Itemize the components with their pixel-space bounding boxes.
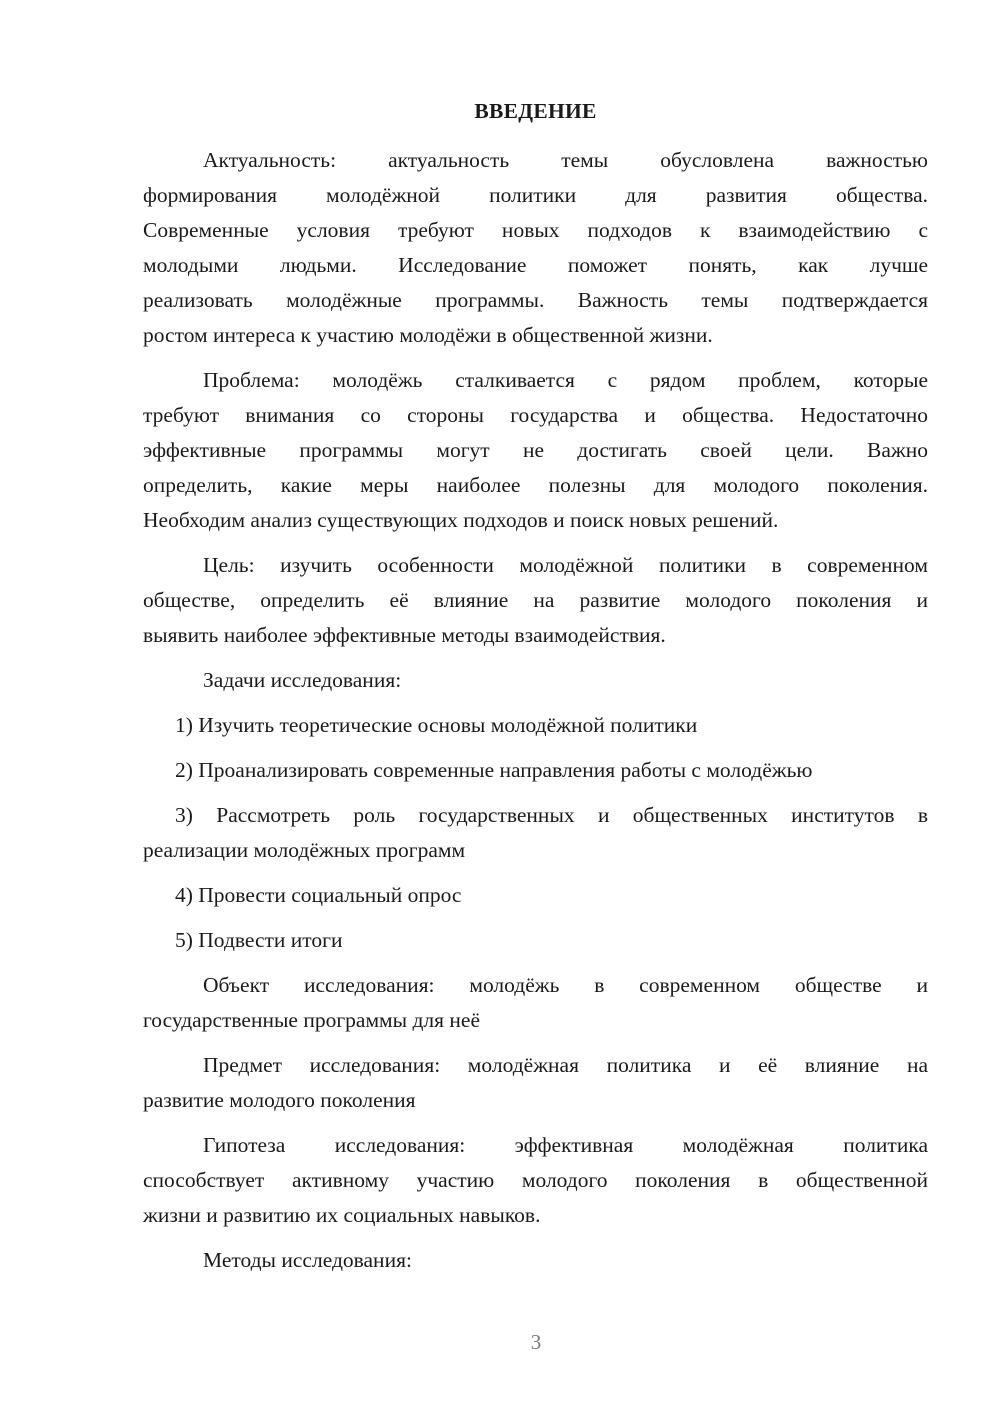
goal-line: Цель: изучить особенности молодёжной политики в современном <box>203 553 928 577</box>
problem-line: эффективные программы могут не достигать своей цели. Важно <box>143 438 928 462</box>
relevance-line: ростом интереса к участию молодёжи в общественной жизни. <box>143 323 713 347</box>
task-item <box>143 753 928 788</box>
document-page <box>143 94 928 1288</box>
task-line: реализации молодёжных программ <box>143 838 466 862</box>
relevance-line: Актуальность: актуальность темы обусловлена важностью <box>203 148 928 172</box>
relevance-line: Современные условия требуют новых подходов к взаимодействию с <box>143 218 928 242</box>
goal-line: выявить наиболее эффективные методы взаимодействия. <box>143 623 666 647</box>
task-item <box>143 923 928 958</box>
task-line: 4) Провести социальный опрос <box>175 883 462 907</box>
task-line: 5) Подвести итоги <box>175 928 343 952</box>
hypothesis-line: Гипотеза исследования: эффективная молодёжная политика <box>203 1133 928 1157</box>
task-item <box>143 878 928 913</box>
goal-line: обществе, определить её влияние на развитие молодого поколения и <box>143 588 928 612</box>
problem-line: определить, какие меры наиболее полезны для молодого поколения. <box>143 473 928 497</box>
task-line: 3) Рассмотреть роль государственных и общественных институтов в <box>175 803 928 827</box>
methods-label: Методы исследования: <box>203 1248 412 1272</box>
task-line: 1) Изучить теоретические основы молодёжной политики <box>175 713 698 737</box>
hypothesis-line: способствует активному участию молодого поколения в общественной <box>143 1168 928 1192</box>
subject-line: Предмет исследования: молодёжная политика и её влияние на <box>203 1053 928 1077</box>
object-paragraph <box>143 968 928 1038</box>
problem-line: Необходим анализ существующих подходов и поиск новых решений. <box>143 508 779 532</box>
tasks-label: Задачи исследования: <box>203 668 402 692</box>
relevance-line: молодыми людьми. Исследование поможет понять, как лучше <box>143 253 928 277</box>
hypothesis-paragraph <box>143 1128 928 1233</box>
section-heading: ВВЕДЕНИЕ <box>474 99 597 123</box>
problem-line: требуют внимания со стороны государства и общества. Недостаточно <box>143 403 928 427</box>
problem-line: Проблема: молодёжь сталкивается с рядом проблем, которые <box>203 368 928 392</box>
task-line: 2) Проанализировать современные направления работы с молодёжью <box>175 758 813 782</box>
hypothesis-line: жизни и развитию их социальных навыков. <box>143 1203 541 1227</box>
task-item <box>143 798 928 868</box>
relevance-paragraph <box>143 143 928 353</box>
goal-paragraph <box>143 548 928 653</box>
problem-paragraph <box>143 363 928 538</box>
relevance-line: реализовать молодёжные программы. Важность темы подтверждается <box>143 288 928 312</box>
task-item <box>143 708 928 743</box>
object-line: государственные программы для неё <box>143 1008 481 1032</box>
page-number: 3 <box>530 1330 542 1354</box>
relevance-line: формирования молодёжной политики для развития общества. <box>143 183 928 207</box>
subject-line: развитие молодого поколения <box>143 1088 416 1112</box>
subject-paragraph <box>143 1048 928 1118</box>
object-line: Объект исследования: молодёжь в современном обществе и <box>203 973 928 997</box>
